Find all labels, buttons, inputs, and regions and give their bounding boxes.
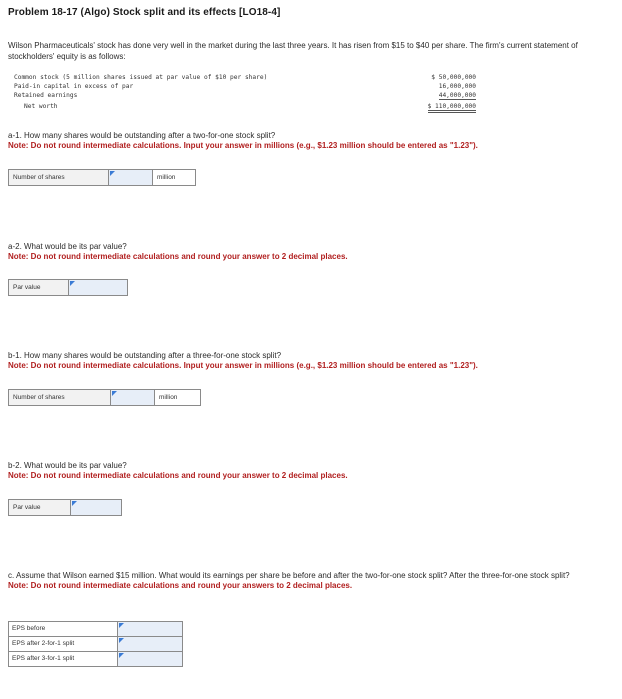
equity-total-row [14,103,476,112]
answer-a2-label: Par value [9,280,69,295]
eps-after-2for1-label: EPS after 2-for-1 split [9,637,118,651]
par-value-3for1-input[interactable] [71,504,121,519]
question-b1 [8,351,614,371]
equity-total-label: Net worth [24,103,58,111]
eps-after-3for1-input[interactable] [118,657,182,671]
answer-a1-input-cell[interactable] [109,170,153,185]
question-b1-note: Note: Do not round intermediate calculations. Input your answer in millions (e.g., $1.23 million should be entered as "1.23"). [8,361,478,370]
question-b2-note: Note: Do not round intermediate calculations and round your answer to 2 decimal places. [8,471,348,480]
par-value-2for1-input[interactable] [69,284,127,299]
eps-row-after-2for1 [9,637,182,652]
answer-b1-label: Number of shares [9,390,111,405]
equity-row-label: Retained earnings [14,91,78,99]
equity-row-amount: 16,000,000 [438,82,476,90]
number-of-shares-3for1-input[interactable] [111,394,154,409]
eps-after-3for1-input-cell[interactable] [118,652,182,666]
answer-b2-input-cell[interactable] [71,500,121,515]
equity-row-amount: $ 50,000,000 [431,74,476,81]
equity-row-label: Paid-in capital in excess of par [14,82,134,90]
question-a2-note: Note: Do not round intermediate calculations and round your answer to 2 decimal places. [8,252,348,261]
eps-before-label: EPS before [9,622,118,636]
question-a1 [8,131,614,151]
question-c-text: c. Assume that Wilson earned $15 million. What would its earnings per share be before and after the two-for-one stock split? After the three-for-one stock split? [8,571,570,580]
answer-a2-input-cell[interactable] [69,280,127,295]
eps-table [8,621,183,667]
answer-a1-unit: million [157,174,176,181]
eps-before-input-cell[interactable] [118,622,182,636]
number-of-shares-2for1-input[interactable] [109,174,152,189]
eps-row-after-3for1 [9,652,182,666]
question-c [8,571,614,591]
eps-after-2for1-input-cell[interactable] [118,637,182,651]
question-b1-text: b-1. How many shares would be outstanding after a three-for-one stock split? [8,351,282,360]
answer-b1-unit: million [159,394,178,401]
equity-row-amount: 44,000,000 [438,91,476,99]
answer-b2-row [8,499,122,516]
eps-after-3for1-label: EPS after 3-for-1 split [9,652,118,666]
question-a2 [8,242,614,262]
equity-row [14,83,476,92]
problem-intro: Wilson Pharmaceuticals' stock has done very well in the market during the last three years. It has risen from $15 to $40 per share. The firm's current statement of stockholders' equity is as follows: [8,41,578,61]
answer-a1-label: Number of shares [9,170,109,185]
question-a1-text: a-1. How many shares would be outstanding after a two-for-one stock split? [8,131,276,140]
question-a2-text: a-2. What would be its par value? [8,242,127,251]
question-c-note: Note: Do not round intermediate calculations and round your answers to 2 decimal places. [8,581,353,590]
equity-total-amount: $ 110,000,000 [428,103,476,113]
problem-title: Problem 18-17 (Algo) Stock split and its effects [LO18-4] [8,7,281,18]
question-a1-note: Note: Do not round intermediate calculations. Input your answer in millions (e.g., $1.23 million should be entered as "1.23"). [8,141,478,150]
answer-b1-input-cell[interactable] [111,390,155,405]
equity-statement [14,74,476,112]
question-b2-text: b-2. What would be its par value? [8,461,127,470]
eps-row-before [9,622,182,637]
answer-b2-label: Par value [9,500,71,515]
answer-a2-row [8,279,128,296]
answer-a1-row [8,169,196,186]
equity-row [14,92,476,101]
equity-row [14,74,476,83]
question-b2 [8,461,614,481]
equity-row-label: Common stock (5 million shares issued at par value of $10 per share) [14,74,268,81]
answer-b1-row [8,389,201,406]
